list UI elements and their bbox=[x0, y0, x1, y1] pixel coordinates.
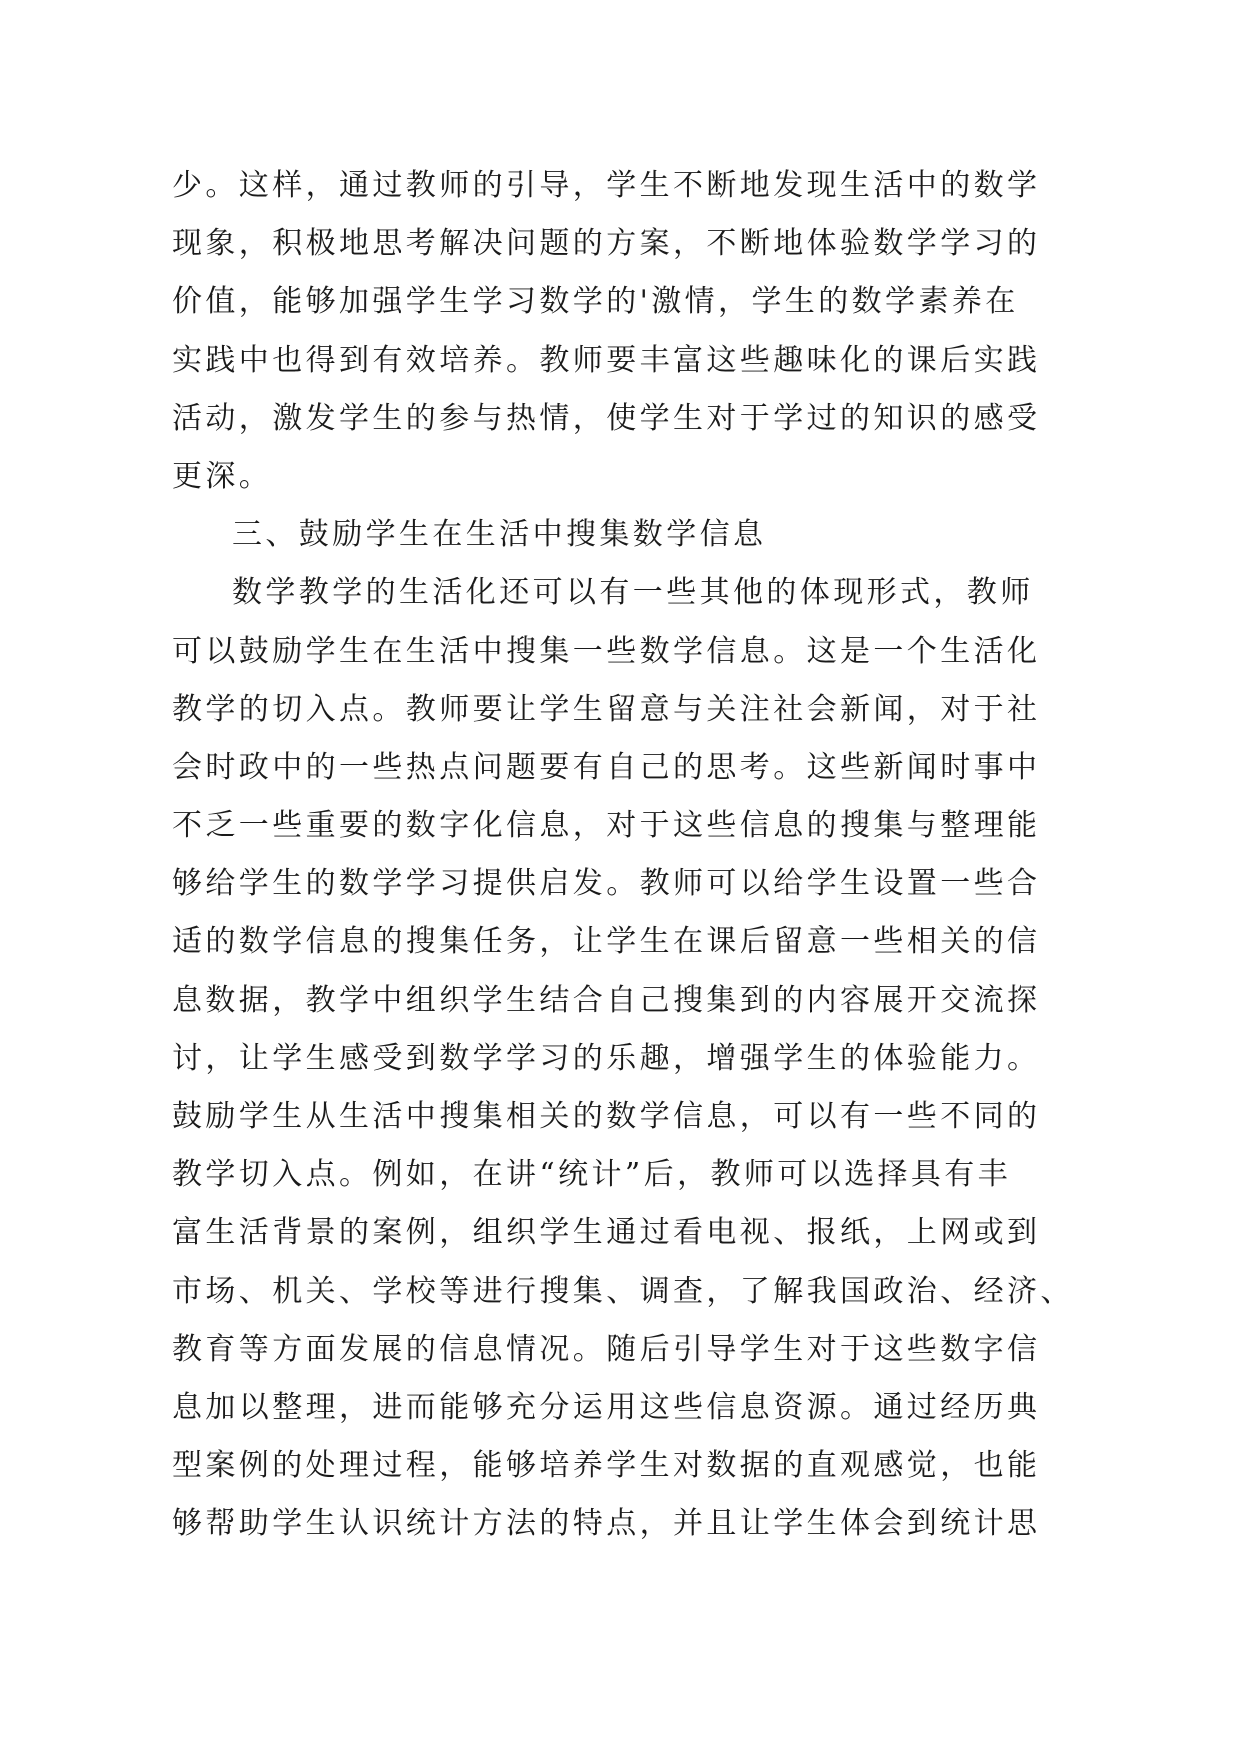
text-line: 少。这样，通过教师的引导，学生不断地发现生活中的数学 bbox=[172, 168, 1041, 203]
text-line: 不乏一些重要的数字化信息，对于这些信息的搜集与整理能 bbox=[172, 808, 1041, 844]
text-line: 息加以整理，进而能够充分运用这些信息资源。通过经历典 bbox=[172, 1389, 1041, 1425]
text-line: 教学切入点。例如，在讲“统计”后，教师可以选择具有丰 bbox=[172, 1157, 1012, 1193]
text-line: 数学教学的生活化还可以有一些其他的体现形式，教师 bbox=[232, 575, 1034, 611]
text-line: 可以鼓励学生在生活中搜集一些数学信息。这是一个生活化 bbox=[172, 633, 1041, 669]
text-line: 活动，激发学生的参与热情，使学生对于学过的知识的感受 bbox=[172, 400, 1041, 436]
text-line: 够帮助学生认识统计方法的特点，并且让学生体会到统计思 bbox=[172, 1506, 1041, 1542]
text-line: 适的数学信息的搜集任务，让学生在课后留意一些相关的信 bbox=[172, 924, 1041, 960]
text-line: 教学的切入点。教师要让学生留意与关注社会新闻，对于社 bbox=[172, 691, 1041, 727]
text-line: 富生活背景的案例，组织学生通过看电视、报纸，上网或到 bbox=[172, 1215, 1041, 1251]
document-page bbox=[172, 157, 1072, 1554]
text-line: 鼓励学生从生活中搜集相关的数学信息，可以有一些不同的 bbox=[172, 1099, 1041, 1134]
section-heading bbox=[172, 506, 1072, 564]
text-line: 实践中也得到有效培养。教师要丰富这些趣味化的课后实践 bbox=[172, 342, 1041, 378]
text-line: 价值，能够加强学生学习数学的'激情，学生的数学素养在 bbox=[172, 284, 1019, 320]
body-paragraph bbox=[172, 157, 1072, 506]
text-line: 三、鼓励学生在生活中搜集数学信息 bbox=[232, 517, 767, 553]
text-line: 会时政中的一些热点问题要有自己的思考。这些新闻时事中 bbox=[172, 749, 1041, 785]
text-line: 市场、机关、学校等进行搜集、调查，了解我国政治、经济、 bbox=[172, 1273, 1074, 1309]
text-line: 教育等方面发展的信息情况。随后引导学生对于这些数字信 bbox=[172, 1331, 1041, 1367]
text-line: 现象，积极地思考解决问题的方案，不断地体验数学学习的 bbox=[172, 226, 1041, 262]
body-paragraph bbox=[172, 564, 1072, 1553]
text-line: 讨，让学生感受到数学学习的乐趣，增强学生的体验能力。 bbox=[172, 1040, 1041, 1076]
text-line: 型案例的处理过程，能够培养学生对数据的直观感觉，也能 bbox=[172, 1448, 1041, 1484]
text-line: 更深。 bbox=[172, 458, 273, 494]
text-line: 息数据，教学中组织学生结合自己搜集到的内容展开交流探 bbox=[172, 982, 1041, 1018]
text-line: 够给学生的数学学习提供启发。教师可以给学生设置一些合 bbox=[172, 866, 1041, 902]
